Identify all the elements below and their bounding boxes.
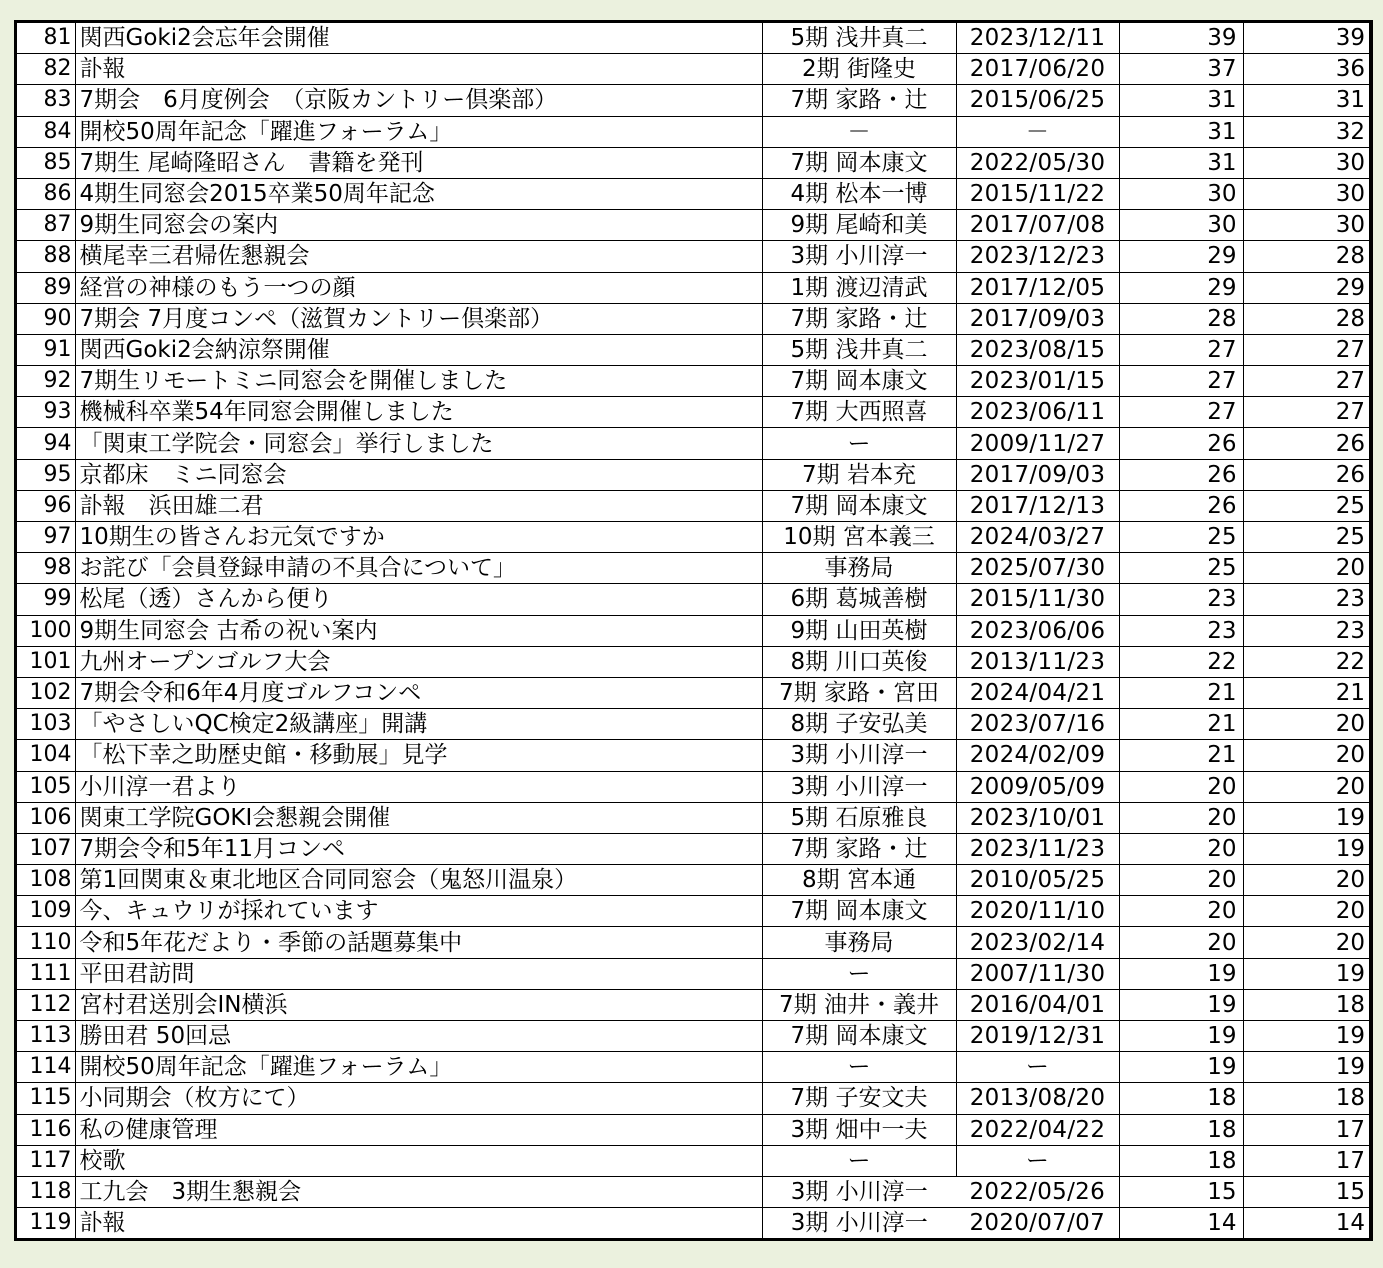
article-title[interactable]: 九州オープンゴルフ大会 (75, 646, 762, 677)
article-author: 8期 宮本通 (762, 865, 956, 896)
article-title[interactable]: 9期生同窓会の案内 (75, 210, 762, 241)
row-number: 94 (17, 428, 75, 459)
row-number: 100 (17, 615, 75, 646)
table-row (17, 1176, 1369, 1207)
article-author: 7期 大西照喜 (762, 397, 956, 428)
row-number: 90 (17, 303, 75, 334)
row-number: 111 (17, 958, 75, 989)
table-row (17, 896, 1369, 927)
article-date: 2023/06/11 (956, 397, 1119, 428)
article-title[interactable]: 7期会令和6年4月度ゴルフコンペ (75, 677, 762, 708)
row-number: 107 (17, 833, 75, 864)
table-row (17, 85, 1369, 116)
row-number: 95 (17, 459, 75, 490)
row-number: 104 (17, 740, 75, 771)
view-count-secondary: 19 (1243, 833, 1369, 864)
view-count: 20 (1119, 833, 1243, 864)
view-count: 37 (1119, 54, 1243, 85)
row-number: 102 (17, 677, 75, 708)
view-count-secondary: 23 (1243, 584, 1369, 615)
table-row (17, 178, 1369, 209)
article-author: ー (762, 958, 956, 989)
article-title[interactable]: 京都床 ミニ同窓会 (75, 459, 762, 490)
view-count-secondary: 20 (1243, 709, 1369, 740)
article-title[interactable]: 4期生同窓会2015卒業50周年記念 (75, 178, 762, 209)
article-author: ー (762, 1145, 956, 1176)
article-title[interactable]: 訃報 浜田雄二君 (75, 490, 762, 521)
view-count-secondary: 30 (1243, 147, 1369, 178)
view-count: 31 (1119, 116, 1243, 147)
table-body (17, 23, 1369, 1238)
view-count-secondary: 20 (1243, 740, 1369, 771)
view-count: 25 (1119, 553, 1243, 584)
article-author: 7期 子安文夫 (762, 1083, 956, 1114)
row-number: 116 (17, 1114, 75, 1145)
article-title[interactable]: 松尾（透）さんから便り (75, 584, 762, 615)
row-number: 103 (17, 709, 75, 740)
article-title[interactable]: 平田君訪問 (75, 958, 762, 989)
article-title[interactable]: 私の健康管理 (75, 1114, 762, 1145)
view-count-secondary: 27 (1243, 366, 1369, 397)
table-row (17, 553, 1369, 584)
ranking-table-frame (14, 20, 1373, 1241)
view-count-secondary: 39 (1243, 23, 1369, 54)
article-author: 5期 浅井真二 (762, 334, 956, 365)
article-date: 2017/12/13 (956, 490, 1119, 521)
article-date: 2023/11/23 (956, 833, 1119, 864)
row-number: 87 (17, 210, 75, 241)
article-title[interactable]: 訃報 (75, 54, 762, 85)
table-row (17, 989, 1369, 1020)
article-title[interactable]: 開校50周年記念「躍進フォーラム」 (75, 116, 762, 147)
view-count-secondary: 32 (1243, 116, 1369, 147)
view-count: 21 (1119, 709, 1243, 740)
article-title[interactable]: 経営の神様のもう一つの顔 (75, 272, 762, 303)
row-number: 86 (17, 178, 75, 209)
article-title[interactable]: 7期会 6月度例会 （京阪カントリー倶楽部） (75, 85, 762, 116)
article-date: 2017/12/05 (956, 272, 1119, 303)
view-count: 20 (1119, 771, 1243, 802)
article-title[interactable]: 7期会 7月度コンペ（滋賀カントリー倶楽部） (75, 303, 762, 334)
article-author: 10期 宮本義三 (762, 522, 956, 553)
article-date: 2024/03/27 (956, 522, 1119, 553)
view-count: 29 (1119, 241, 1243, 272)
row-number: 92 (17, 366, 75, 397)
row-number: 114 (17, 1052, 75, 1083)
view-count-secondary: 28 (1243, 241, 1369, 272)
table-row (17, 272, 1369, 303)
article-author: 7期 岡本康文 (762, 1021, 956, 1052)
article-title[interactable]: 開校50周年記念「躍進フォーラム」 (75, 1052, 762, 1083)
row-number: 106 (17, 802, 75, 833)
article-date: 2023/12/11 (956, 23, 1119, 54)
article-author: 1期 渡辺清武 (762, 272, 956, 303)
table-row (17, 1208, 1369, 1239)
article-title[interactable]: 勝田君 50回忌 (75, 1021, 762, 1052)
row-number: 81 (17, 23, 75, 54)
row-number: 82 (17, 54, 75, 85)
article-title[interactable]: 「関東工学院会・同窓会」挙行しました (75, 428, 762, 459)
table-row (17, 1052, 1369, 1083)
table-row (17, 397, 1369, 428)
article-date: 2017/07/08 (956, 210, 1119, 241)
table-row (17, 334, 1369, 365)
article-author: 9期 尾崎和美 (762, 210, 956, 241)
row-number: 83 (17, 85, 75, 116)
article-date: 2023/02/14 (956, 927, 1119, 958)
article-author: 8期 川口英俊 (762, 646, 956, 677)
article-title[interactable]: 機械科卒業54年同窓会開催しました (75, 397, 762, 428)
table-row (17, 615, 1369, 646)
view-count: 18 (1119, 1114, 1243, 1145)
view-count-secondary: 25 (1243, 522, 1369, 553)
row-number: 93 (17, 397, 75, 428)
row-number: 91 (17, 334, 75, 365)
article-date: 2020/07/07 (956, 1208, 1119, 1239)
view-count: 14 (1119, 1208, 1243, 1239)
table-row (17, 241, 1369, 272)
article-title[interactable]: 今、キュウリが採れています (75, 896, 762, 927)
article-date: 2009/05/09 (956, 771, 1119, 802)
table-row (17, 1145, 1369, 1176)
row-number: 97 (17, 522, 75, 553)
view-count-secondary: 20 (1243, 896, 1369, 927)
article-author: 7期 家路・宮田 (762, 677, 956, 708)
view-count: 21 (1119, 740, 1243, 771)
table-row (17, 833, 1369, 864)
article-date: 2023/10/01 (956, 802, 1119, 833)
view-count: 19 (1119, 958, 1243, 989)
article-title[interactable]: 横尾幸三君帰佐懇親会 (75, 241, 762, 272)
article-date: 2023/12/23 (956, 241, 1119, 272)
article-date: 2023/01/15 (956, 366, 1119, 397)
view-count: 39 (1119, 23, 1243, 54)
view-count-secondary: 27 (1243, 397, 1369, 428)
table-row (17, 927, 1369, 958)
article-date: 2023/08/15 (956, 334, 1119, 365)
view-count: 26 (1119, 490, 1243, 521)
table-row (17, 210, 1369, 241)
view-count: 22 (1119, 646, 1243, 677)
article-date: 2025/07/30 (956, 553, 1119, 584)
view-count-secondary: 17 (1243, 1145, 1369, 1176)
article-title[interactable]: 「松下幸之助歴史館・移動展」見学 (75, 740, 762, 771)
article-author: 3期 小川淳一 (762, 771, 956, 802)
row-number: 101 (17, 646, 75, 677)
article-date: 2015/06/25 (956, 85, 1119, 116)
article-title[interactable]: 関西Goki2会忘年会開催 (75, 23, 762, 54)
row-number: 96 (17, 490, 75, 521)
row-number: 98 (17, 553, 75, 584)
table-row (17, 490, 1369, 521)
view-count: 23 (1119, 584, 1243, 615)
view-count-secondary: 19 (1243, 802, 1369, 833)
article-author: 2期 街隆史 (762, 54, 956, 85)
table-row (17, 677, 1369, 708)
view-count-secondary: 15 (1243, 1176, 1369, 1207)
article-author: 7期 岡本康文 (762, 147, 956, 178)
article-author: 7期 家路・辻 (762, 85, 956, 116)
article-date: ー (956, 1052, 1119, 1083)
view-count: 27 (1119, 334, 1243, 365)
view-count: 20 (1119, 927, 1243, 958)
view-count: 26 (1119, 459, 1243, 490)
article-date: 2017/09/03 (956, 459, 1119, 490)
article-date: 2013/08/20 (956, 1083, 1119, 1114)
row-number: 119 (17, 1208, 75, 1239)
article-author: 3期 小川淳一 (762, 241, 956, 272)
view-count: 20 (1119, 896, 1243, 927)
table-row (17, 865, 1369, 896)
view-count: 20 (1119, 865, 1243, 896)
article-title[interactable]: 「やさしいQC検定2級講座」開講 (75, 709, 762, 740)
view-count: 19 (1119, 989, 1243, 1020)
article-author: 5期 浅井真二 (762, 23, 956, 54)
view-count-secondary: 20 (1243, 927, 1369, 958)
view-count: 30 (1119, 178, 1243, 209)
article-date: 2013/11/23 (956, 646, 1119, 677)
article-date: 2015/11/30 (956, 584, 1119, 615)
view-count: 19 (1119, 1021, 1243, 1052)
article-author: 7期 家路・辻 (762, 833, 956, 864)
view-count: 27 (1119, 397, 1243, 428)
article-author: 7期 岡本康文 (762, 490, 956, 521)
article-date: 2023/06/06 (956, 615, 1119, 646)
view-count-secondary: 14 (1243, 1208, 1369, 1239)
article-date: 2007/11/30 (956, 958, 1119, 989)
view-count-secondary: 30 (1243, 210, 1369, 241)
row-number: 109 (17, 896, 75, 927)
article-title[interactable]: 小同期会（枚方にて） (75, 1083, 762, 1114)
row-number: 118 (17, 1176, 75, 1207)
table-row (17, 147, 1369, 178)
view-count-secondary: 20 (1243, 553, 1369, 584)
article-date: 2015/11/22 (956, 178, 1119, 209)
article-author: 3期 小川淳一 (762, 1176, 956, 1207)
article-author: 7期 岩本充 (762, 459, 956, 490)
view-count-secondary: 18 (1243, 1083, 1369, 1114)
article-author: 7期 岡本康文 (762, 366, 956, 397)
article-author: 事務局 (762, 553, 956, 584)
view-count: 15 (1119, 1176, 1243, 1207)
view-count-secondary: 26 (1243, 428, 1369, 459)
view-count-secondary: 17 (1243, 1114, 1369, 1145)
row-number: 115 (17, 1083, 75, 1114)
view-count-secondary: 21 (1243, 677, 1369, 708)
view-count-secondary: 19 (1243, 1021, 1369, 1052)
table-row (17, 771, 1369, 802)
article-date: － (956, 116, 1119, 147)
view-count-secondary: 25 (1243, 490, 1369, 521)
article-author: 3期 小川淳一 (762, 740, 956, 771)
view-count: 21 (1119, 677, 1243, 708)
article-author: ー (762, 428, 956, 459)
view-count-secondary: 26 (1243, 459, 1369, 490)
view-count: 30 (1119, 210, 1243, 241)
view-count: 25 (1119, 522, 1243, 553)
table-row (17, 709, 1369, 740)
article-author: 7期 家路・辻 (762, 303, 956, 334)
view-count-secondary: 20 (1243, 865, 1369, 896)
article-author: 8期 子安弘美 (762, 709, 956, 740)
article-title[interactable]: 9期生同窓会 古希の祝い案内 (75, 615, 762, 646)
article-title[interactable]: 小川淳一君より (75, 771, 762, 802)
table-row (17, 54, 1369, 85)
table-row (17, 1083, 1369, 1114)
article-title[interactable]: 訃報 (75, 1208, 762, 1239)
article-author: 3期 小川淳一 (762, 1208, 956, 1239)
table-row (17, 522, 1369, 553)
view-count: 26 (1119, 428, 1243, 459)
article-date: 2019/12/31 (956, 1021, 1119, 1052)
table-row (17, 116, 1369, 147)
view-count-secondary: 22 (1243, 646, 1369, 677)
row-number: 84 (17, 116, 75, 147)
article-date: 2020/11/10 (956, 896, 1119, 927)
article-date: 2024/02/09 (956, 740, 1119, 771)
row-number: 117 (17, 1145, 75, 1176)
article-date: 2017/09/03 (956, 303, 1119, 334)
article-title[interactable]: 7期生 尾崎隆昭さん 書籍を発刊 (75, 147, 762, 178)
table-row (17, 366, 1369, 397)
view-count: 18 (1119, 1145, 1243, 1176)
article-date: 2022/04/22 (956, 1114, 1119, 1145)
article-title[interactable]: 7期会令和5年11月コンペ (75, 833, 762, 864)
view-count: 19 (1119, 1052, 1243, 1083)
row-number: 99 (17, 584, 75, 615)
row-number: 88 (17, 241, 75, 272)
article-title[interactable]: 宮村君送別会IN横浜 (75, 989, 762, 1020)
article-date: 2010/05/25 (956, 865, 1119, 896)
view-count-secondary: 31 (1243, 85, 1369, 116)
row-number: 85 (17, 147, 75, 178)
view-count-secondary: 27 (1243, 334, 1369, 365)
table-row (17, 1021, 1369, 1052)
article-date: 2017/06/20 (956, 54, 1119, 85)
view-count: 31 (1119, 85, 1243, 116)
view-count: 20 (1119, 802, 1243, 833)
table-row (17, 646, 1369, 677)
view-count-secondary: 36 (1243, 54, 1369, 85)
table-row (17, 740, 1369, 771)
view-count: 23 (1119, 615, 1243, 646)
view-count-secondary: 19 (1243, 958, 1369, 989)
view-count: 18 (1119, 1083, 1243, 1114)
ranking-table (17, 23, 1369, 1238)
article-author: 3期 畑中一夫 (762, 1114, 956, 1145)
table-row (17, 303, 1369, 334)
article-author: 9期 山田英樹 (762, 615, 956, 646)
row-number: 89 (17, 272, 75, 303)
row-number: 105 (17, 771, 75, 802)
view-count: 28 (1119, 303, 1243, 334)
article-title[interactable]: 令和5年花だより・季節の話題募集中 (75, 927, 762, 958)
view-count-secondary: 20 (1243, 771, 1369, 802)
row-number: 112 (17, 989, 75, 1020)
article-title[interactable]: 校歌 (75, 1145, 762, 1176)
view-count: 31 (1119, 147, 1243, 178)
article-author: 5期 石原雅良 (762, 802, 956, 833)
article-author: 4期 松本一博 (762, 178, 956, 209)
table-row (17, 1114, 1369, 1145)
article-author: 6期 葛城善樹 (762, 584, 956, 615)
row-number: 113 (17, 1021, 75, 1052)
article-date: ー (956, 1145, 1119, 1176)
table-row (17, 584, 1369, 615)
article-author: 事務局 (762, 927, 956, 958)
view-count-secondary: 28 (1243, 303, 1369, 334)
article-author: 7期 油井・義井 (762, 989, 956, 1020)
article-date: 2022/05/26 (956, 1176, 1119, 1207)
row-number: 108 (17, 865, 75, 896)
view-count-secondary: 18 (1243, 989, 1369, 1020)
table-row (17, 23, 1369, 54)
article-title[interactable]: 10期生の皆さんお元気ですか (75, 522, 762, 553)
view-count: 27 (1119, 366, 1243, 397)
table-row (17, 958, 1369, 989)
article-author: － (762, 116, 956, 147)
article-author: 7期 岡本康文 (762, 896, 956, 927)
view-count: 29 (1119, 272, 1243, 303)
article-date: 2024/04/21 (956, 677, 1119, 708)
view-count-secondary: 30 (1243, 178, 1369, 209)
article-title[interactable]: 関東工学院GOKI会懇親会開催 (75, 802, 762, 833)
table-row (17, 802, 1369, 833)
article-title[interactable]: お詫び「会員登録申請の不具合について」 (75, 553, 762, 584)
table-row (17, 428, 1369, 459)
view-count-secondary: 29 (1243, 272, 1369, 303)
article-date: 2009/11/27 (956, 428, 1119, 459)
article-author: ー (762, 1052, 956, 1083)
row-number: 110 (17, 927, 75, 958)
article-date: 2023/07/16 (956, 709, 1119, 740)
view-count-secondary: 19 (1243, 1052, 1369, 1083)
article-title[interactable]: 関西Goki2会納涼祭開催 (75, 334, 762, 365)
article-title[interactable]: 第1回関東＆東北地区合同同窓会（鬼怒川温泉） (75, 865, 762, 896)
article-title[interactable]: 7期生リモートミニ同窓会を開催しました (75, 366, 762, 397)
view-count-secondary: 23 (1243, 615, 1369, 646)
table-row (17, 459, 1369, 490)
article-title[interactable]: 工九会 3期生懇親会 (75, 1176, 762, 1207)
article-date: 2016/04/01 (956, 989, 1119, 1020)
article-date: 2022/05/30 (956, 147, 1119, 178)
